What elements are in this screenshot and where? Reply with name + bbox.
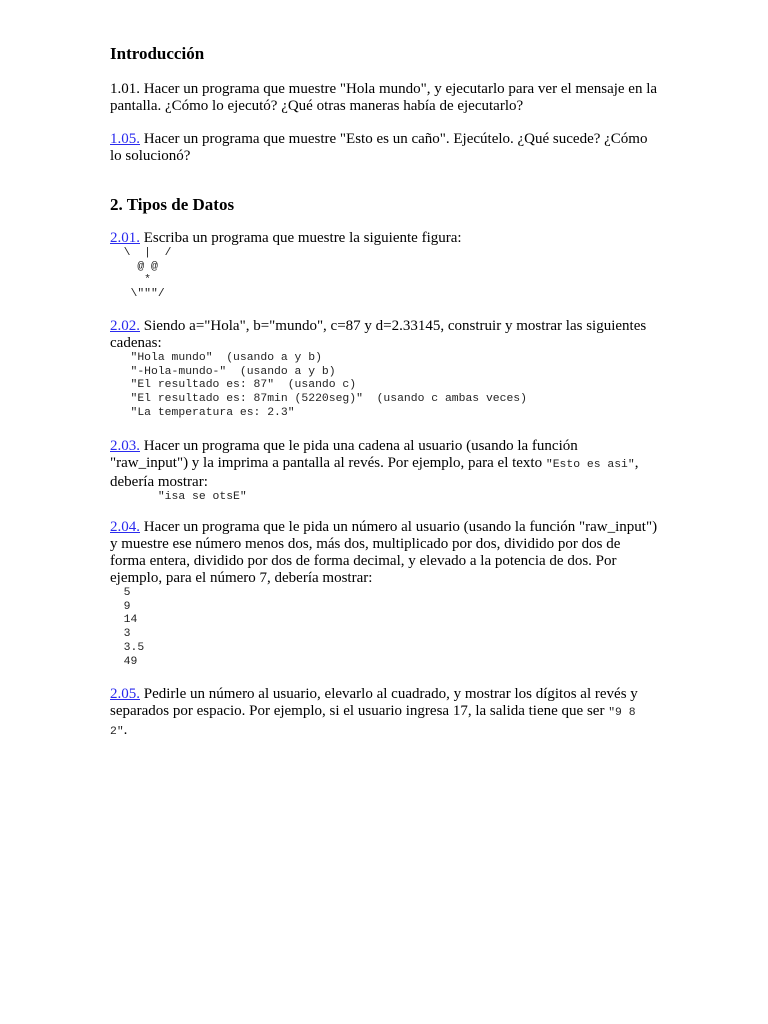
exercise-link-2-02[interactable]: 2.02. bbox=[110, 318, 140, 334]
exercise-link-1-05[interactable]: 1.05. bbox=[110, 131, 140, 147]
exercise-text: Hacer un programa que muestre "Esto es un caño". Ejecútelo. ¿Qué sucede? ¿Cómo lo solucionó? bbox=[110, 131, 648, 164]
exercise-text: Siendo a="Hola", b="mundo", c=87 y d=2.33145, construir y mostrar las siguientes cadenas: bbox=[110, 318, 647, 351]
exercise-link-2-01[interactable]: 2.01. bbox=[110, 230, 140, 246]
code-figure: \ | / @ @ * \"""/ bbox=[123, 247, 172, 301]
exercise-text: Pedirle un número al usuario, elevarlo al cuadrado, y mostrar los dígitos al revés y separados por espacio. Por ejemplo, si el usuario ingresa 17, la salida tiene que ser bbox=[110, 686, 638, 719]
exercise-2-05 bbox=[110, 686, 658, 741]
exercise-2-04 bbox=[110, 519, 658, 669]
exercise-text-end: , debería mostrar: bbox=[110, 455, 639, 490]
exercise-1-05 bbox=[110, 131, 658, 165]
exercise-text: Hacer un programa que muestre "Hola mundo", y ejecutarlo para ver el mensaje en la pantalla. ¿Cómo lo ejecutó? ¿Qué otras maneras había de ejecutarlo? bbox=[110, 81, 658, 114]
inline-code: "9 8 2" bbox=[110, 707, 636, 738]
exercise-1-01 bbox=[110, 81, 658, 115]
inline-code: "Esto es asi" bbox=[545, 459, 635, 471]
exercise-link-2-05[interactable]: 2.05. bbox=[110, 686, 140, 702]
exercise-2-03 bbox=[110, 438, 658, 505]
code-output: 5 9 14 3 3.5 49 bbox=[123, 587, 145, 668]
exercise-text: Hacer un programa que le pida una cadena al usuario (usando la función "raw_input") y la imprima a pantalla al revés. Por ejemplo, para el texto bbox=[110, 438, 578, 471]
exercise-text: Escriba un programa que muestre la siguiente figura: bbox=[140, 230, 462, 246]
code-strings: "Hola mundo" (usando a y b) "-Hola-mundo-" (usando a y b) "El resultado es: 87" (usando c) "El resultado es: 87min (5220seg)" (usando c ambas veces) "La temperatura es: 2.3" bbox=[130, 352, 527, 419]
heading-tipos-de-datos: 2. Tipos de Datos bbox=[110, 195, 235, 214]
exercise-2-02 bbox=[110, 318, 658, 421]
exercise-number: 1.01. bbox=[110, 81, 140, 97]
exercise-link-2-03[interactable]: 2.03. bbox=[110, 438, 140, 454]
exercise-text: Hacer un programa que le pida un número al usuario (usando la función "raw_input") y muestre ese número menos dos, más dos, multiplicado por dos, dividido por dos de forma entera, dividido por dos de forma decimal, y elevado a la potencia de dos. Por ejemplo, para el número 7, debería mostrar: bbox=[110, 519, 658, 586]
exercise-2-01 bbox=[110, 230, 658, 302]
heading-introduccion: Introducción bbox=[110, 44, 205, 63]
exercise-link-2-04[interactable]: 2.04. bbox=[110, 519, 140, 535]
exercise-text-end: . bbox=[123, 722, 128, 738]
code-output: "isa se otsE" bbox=[110, 491, 247, 503]
